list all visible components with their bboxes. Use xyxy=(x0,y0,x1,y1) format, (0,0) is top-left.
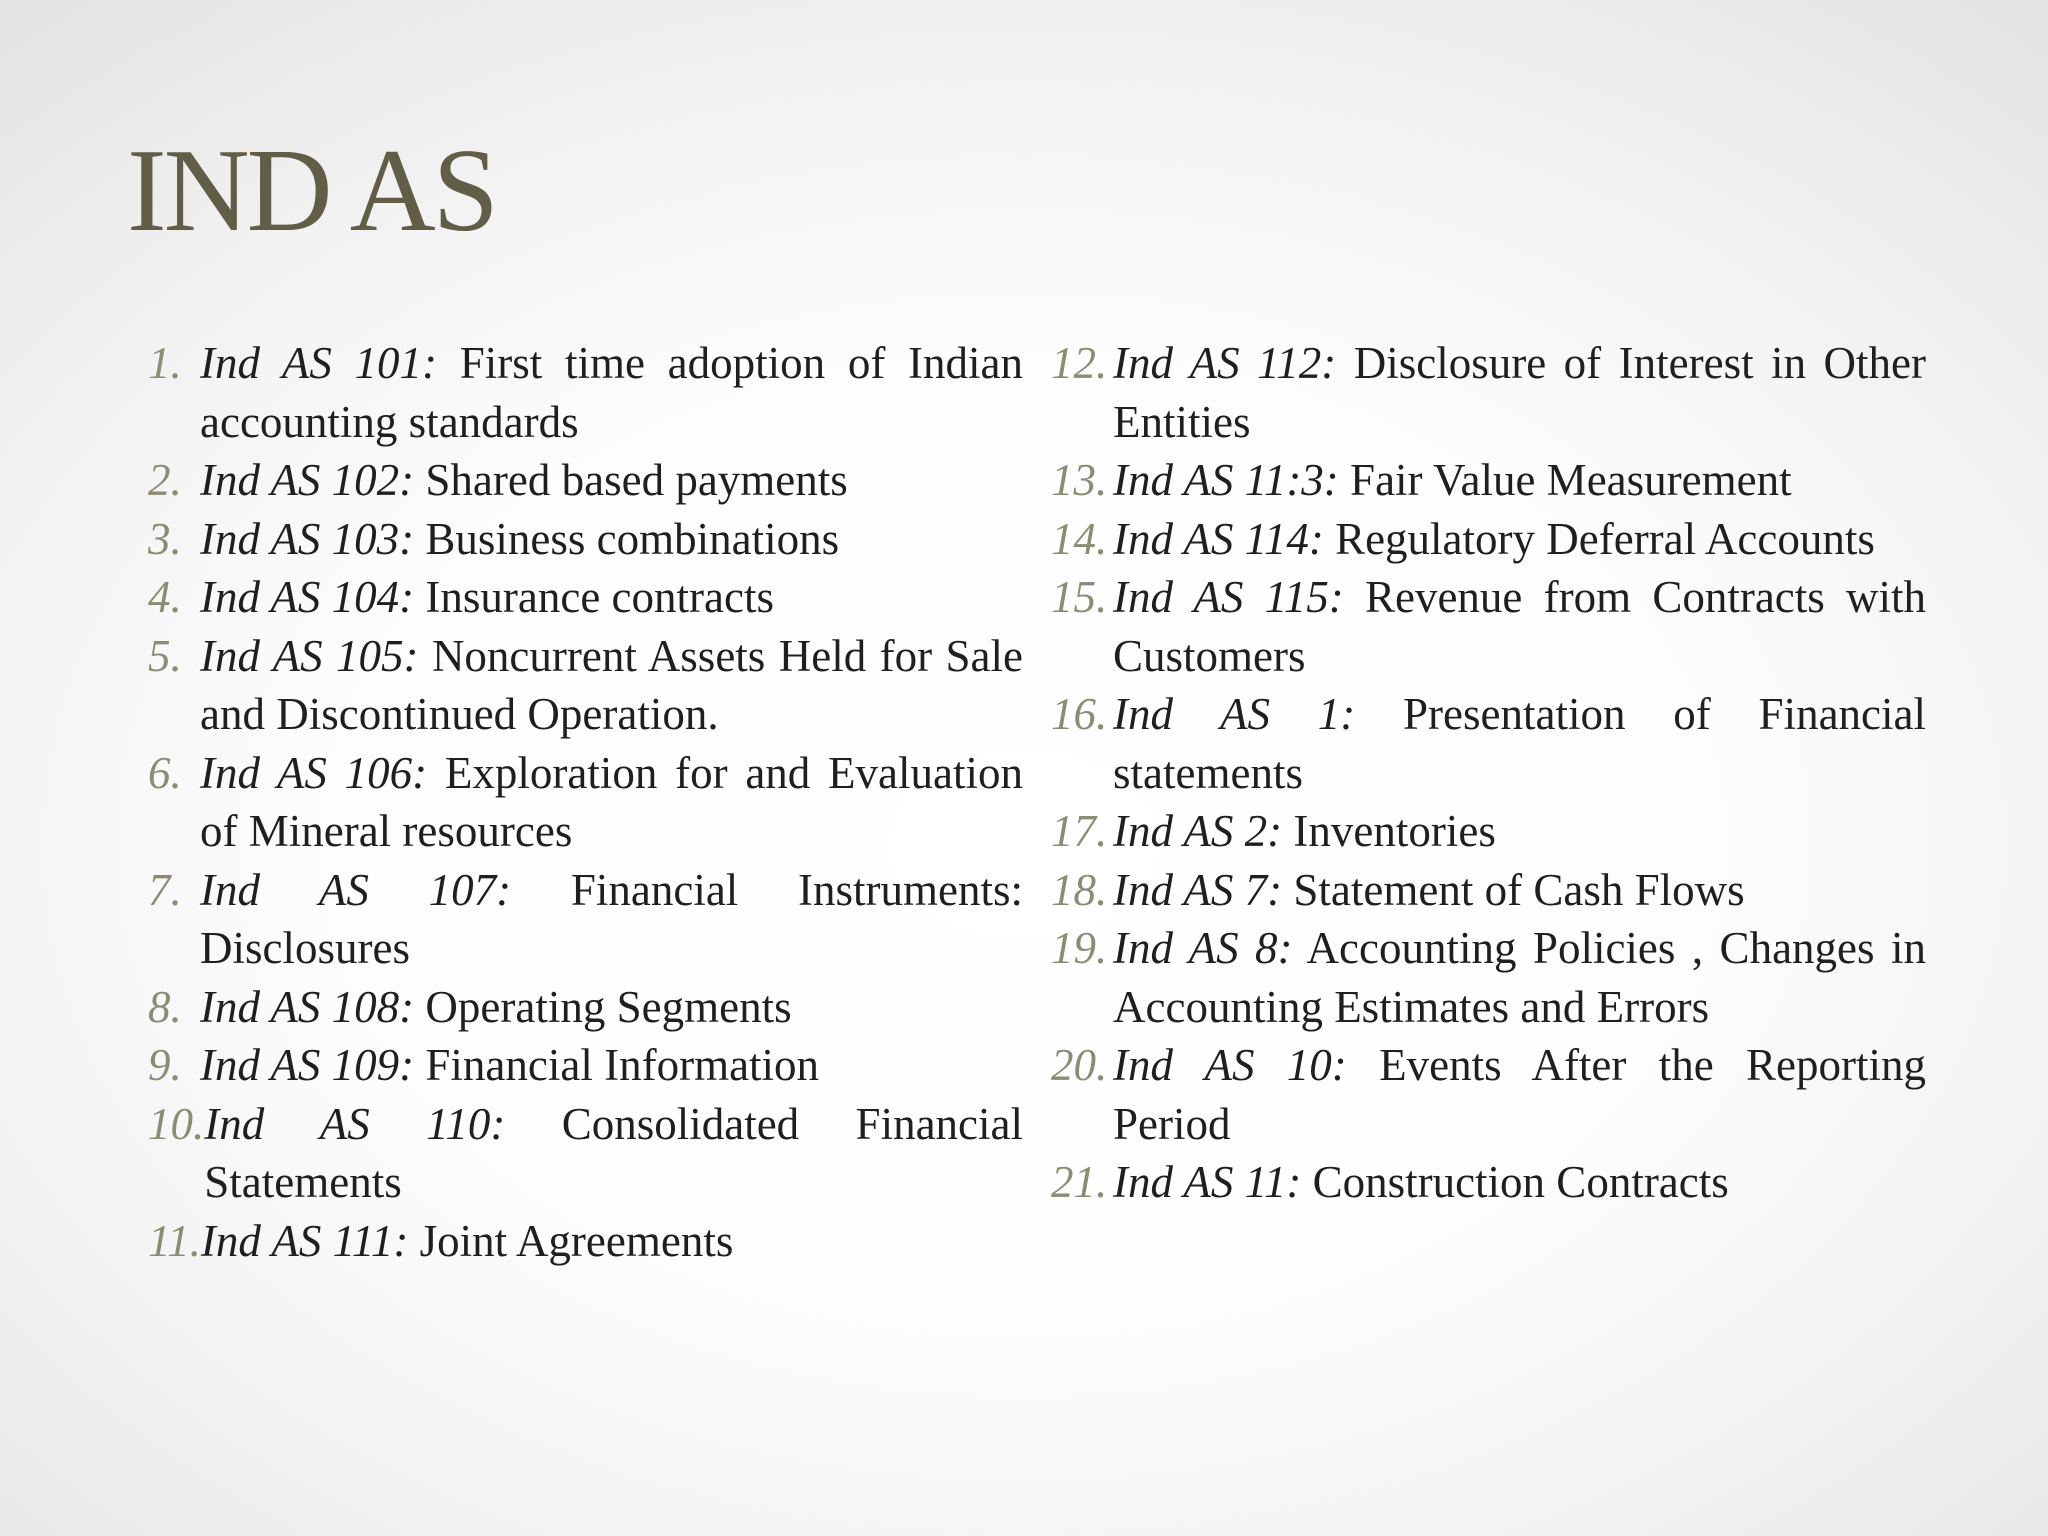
standard-code: Ind AS 102: xyxy=(200,455,415,505)
item-body xyxy=(200,334,1023,451)
standard-description: Shared based payments xyxy=(425,455,848,505)
standard-description: Presentation of Financial statements xyxy=(1113,689,1927,798)
item-body xyxy=(200,978,1023,1037)
item-body xyxy=(200,861,1023,978)
item-number: 11. xyxy=(148,1215,201,1266)
list-item xyxy=(1051,568,1926,685)
list-item xyxy=(1051,685,1926,802)
standard-description: Events After the Reporting Period xyxy=(1113,1040,1926,1149)
item-number: 10. xyxy=(148,1098,205,1149)
standard-description: Statement of Cash Flows xyxy=(1293,864,1745,915)
list-item xyxy=(1051,510,1926,569)
standard-code: Ind AS 110: xyxy=(204,1098,506,1149)
list-item xyxy=(148,334,1023,451)
list-item xyxy=(148,1212,1023,1271)
standard-code: Ind AS 107: xyxy=(200,864,512,915)
list-item xyxy=(148,978,1023,1037)
standard-description: Financial Instruments: Disclosures xyxy=(200,864,1024,973)
standard-description: Joint Agreements xyxy=(419,1215,734,1266)
item-body xyxy=(200,1036,1023,1095)
item-number: 6. xyxy=(148,747,182,798)
list-item xyxy=(1051,451,1926,510)
list-item xyxy=(148,451,1023,510)
item-body xyxy=(204,1095,1023,1212)
list-item xyxy=(148,1036,1023,1095)
standard-code: Ind AS 11: xyxy=(1113,1157,1302,1207)
list-item xyxy=(1051,1036,1926,1153)
item-number: 21. xyxy=(1051,1157,1108,1207)
standard-code: Ind AS 1: xyxy=(1113,689,1356,739)
item-body xyxy=(1113,802,1926,861)
item-body xyxy=(200,744,1023,861)
standard-description: Accounting Policies , Changes in Accounting Estimates and Errors xyxy=(1113,923,1926,1032)
standard-description: Financial Information xyxy=(425,1040,820,1090)
standard-code: Ind AS 2: xyxy=(1113,806,1283,856)
standard-description: Inventories xyxy=(1293,806,1496,856)
list-item xyxy=(1051,334,1926,451)
item-number: 4. xyxy=(148,572,182,622)
standard-code: Ind AS 109: xyxy=(200,1040,415,1090)
standard-description: Disclosure of Interest in Other Entities xyxy=(1113,338,1926,447)
standard-code: Ind AS 115: xyxy=(1113,572,1344,622)
item-number: 8. xyxy=(148,981,182,1032)
item-number: 16. xyxy=(1051,689,1108,739)
item-body xyxy=(1113,451,1926,510)
standard-description: Operating Segments xyxy=(425,981,792,1032)
item-number: 3. xyxy=(148,513,182,564)
item-number: 9. xyxy=(148,1040,182,1090)
item-body xyxy=(1113,334,1926,451)
item-number: 7. xyxy=(148,864,182,915)
standard-description: Regulatory Deferral Accounts xyxy=(1335,513,1875,564)
item-body xyxy=(200,568,1023,627)
item-body xyxy=(200,627,1023,744)
item-number: 19. xyxy=(1051,923,1108,973)
standard-code: Ind AS 108: xyxy=(200,981,415,1032)
standard-description: Business combinations xyxy=(425,513,840,564)
standards-list-right xyxy=(1051,334,1926,1212)
item-body xyxy=(1113,1153,1926,1212)
standard-code: Ind AS 114: xyxy=(1113,513,1324,564)
standard-code: Ind AS 105: xyxy=(200,630,419,681)
list-item xyxy=(1051,861,1926,920)
item-number: 2. xyxy=(148,455,182,505)
item-number: 1. xyxy=(148,338,182,388)
standard-code: Ind AS 104: xyxy=(200,572,415,622)
item-number: 14. xyxy=(1051,513,1108,564)
standard-code: Ind AS 8: xyxy=(1113,923,1293,973)
standard-description: Consolidated Financial Statements xyxy=(204,1098,1023,1207)
item-body xyxy=(200,451,1023,510)
standard-description: First time adoption of Indian accounting standards xyxy=(200,338,1024,447)
standard-code: Ind AS 111: xyxy=(200,1215,409,1266)
item-number: 20. xyxy=(1051,1040,1108,1090)
item-body xyxy=(1113,861,1926,920)
standard-description: Revenue from Contracts with Customers xyxy=(1113,572,1926,681)
list-item xyxy=(148,627,1023,744)
standard-code: Ind AS 101: xyxy=(200,338,438,388)
item-number: 12. xyxy=(1051,338,1108,388)
standard-description: Construction Contracts xyxy=(1312,1157,1729,1207)
item-number: 5. xyxy=(148,630,182,681)
standard-code: Ind AS 106: xyxy=(200,747,428,798)
item-number: 15. xyxy=(1051,572,1108,622)
item-number: 13. xyxy=(1051,455,1108,505)
item-body xyxy=(201,1212,1023,1271)
list-item xyxy=(1051,919,1926,1036)
list-item xyxy=(148,861,1023,978)
standard-description: Insurance contracts xyxy=(425,572,774,622)
list-item xyxy=(148,568,1023,627)
item-number: 18. xyxy=(1051,864,1108,915)
standard-code: Ind AS 11:3: xyxy=(1113,455,1339,505)
item-body xyxy=(1113,1036,1926,1153)
list-item xyxy=(1051,802,1926,861)
list-item xyxy=(1051,1153,1926,1212)
standards-list-left xyxy=(148,334,1023,1270)
standard-code: Ind AS 112: xyxy=(1113,338,1337,388)
standard-description: Noncurrent Assets Held for Sale and Discontinued Operation. xyxy=(200,630,1023,739)
standard-description: Fair Value Measurement xyxy=(1350,455,1792,505)
item-body xyxy=(200,510,1023,569)
standard-description: Exploration for and Evaluation of Mineral resources xyxy=(200,747,1023,856)
item-number: 17. xyxy=(1051,806,1108,856)
list-item xyxy=(148,1095,1023,1212)
standard-code: Ind AS 10: xyxy=(1113,1040,1347,1090)
item-body xyxy=(1113,919,1926,1036)
standard-code: Ind AS 103: xyxy=(200,513,415,564)
list-item xyxy=(148,510,1023,569)
item-body xyxy=(1113,685,1926,802)
list-item xyxy=(148,744,1023,861)
standard-code: Ind AS 7: xyxy=(1113,864,1283,915)
slide-title: IND AS xyxy=(127,124,496,256)
item-body xyxy=(1113,510,1926,569)
item-body xyxy=(1113,568,1926,685)
